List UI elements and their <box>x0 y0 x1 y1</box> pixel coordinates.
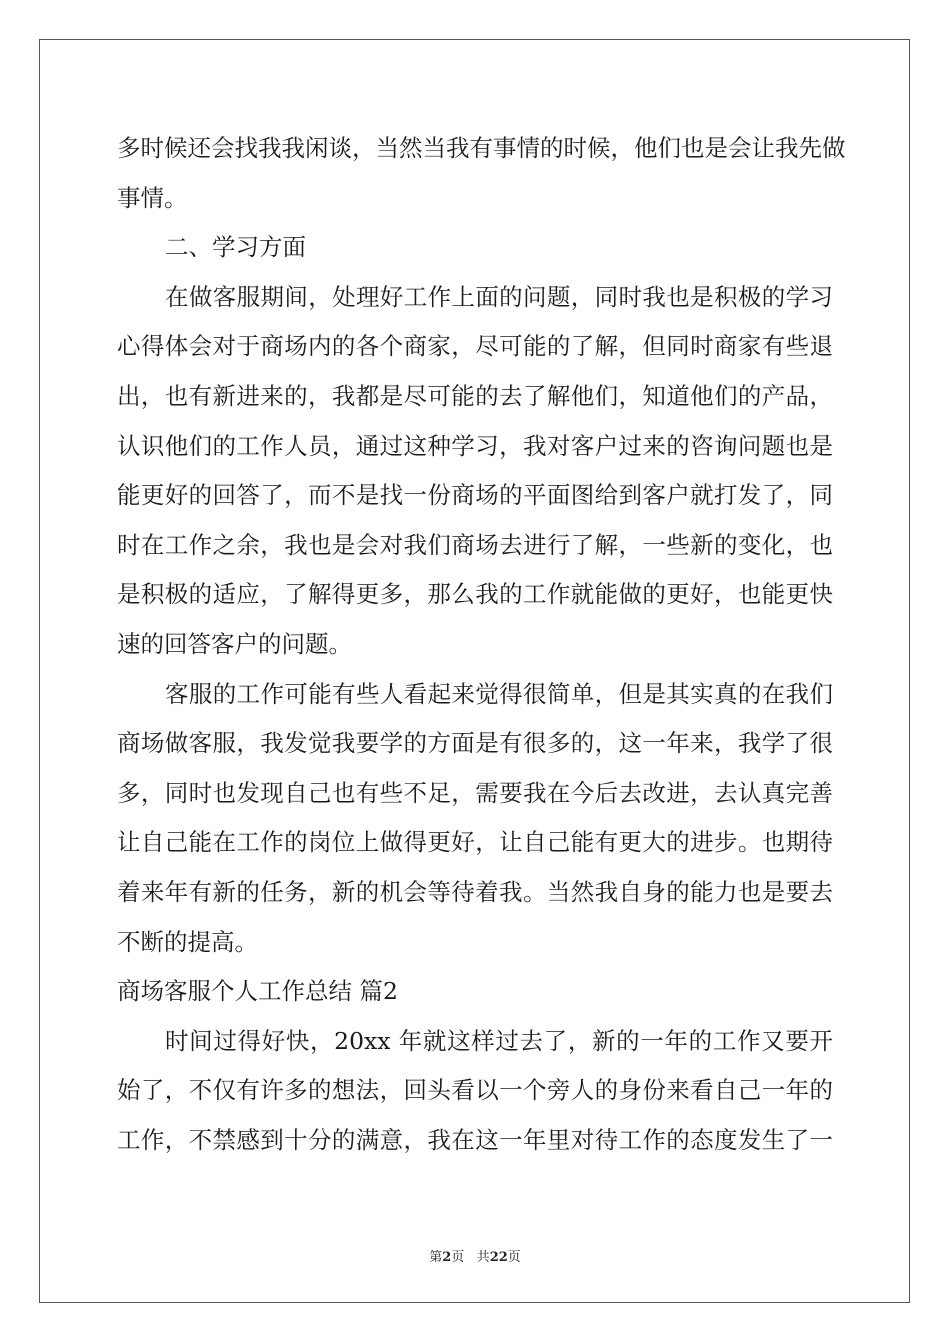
paragraph-line: 时在工作之余，我也是会对我们商场去进行了解，一些新的变化，也 <box>117 530 833 559</box>
paragraph-line: 商场做客服，我发觉我要学的方面是有很多的，这一年来，我学了很 <box>117 729 833 758</box>
paragraph-line: 多，同时也发现自己也有些不足，需要我在今后去改进，去认真完善 <box>117 778 833 807</box>
total-suffix: 页 <box>507 1250 521 1265</box>
paragraph-line: 始了，不仅有许多的想法，回头看以一个旁人的身份来看自己一年的 <box>117 1076 833 1105</box>
paragraph-line: 是积极的适应，了解得更多，那么我的工作就能做的更好，也能更快 <box>117 580 833 609</box>
page-number: 2 <box>442 1250 452 1265</box>
total-prefix: 共 <box>476 1250 490 1265</box>
paragraph-line: 心得体会对于商场内的各个商家，尽可能的了解，但同时商家有些退 <box>117 332 833 361</box>
page-footer <box>0 1246 950 1265</box>
paragraph-line: 在做客服期间，处理好工作上面的问题，同时我也是积极的学习 <box>165 282 833 311</box>
paragraph-line: 多时候还会找我我闲谈，当然当我有事情的时候，他们也是会让我先做 <box>117 134 846 162</box>
paragraph-line: 能更好的回答了，而不是找一份商场的平面图给到客户就打发了，同 <box>117 481 833 510</box>
paragraph-line: 事情。 <box>117 183 188 212</box>
paragraph-line: 时间过得好快，20xx 年就这样过去了，新的一年的工作又要开 <box>165 1026 833 1055</box>
page-suffix: 页 <box>451 1250 465 1265</box>
paragraph-line: 速的回答客户的问题。 <box>117 629 352 658</box>
paragraph-line: 认识他们的工作人员，通过这种学习，我对客户过来的咨询问题也是 <box>117 431 833 460</box>
paragraph-line: 着来年有新的任务，新的机会等待着我。当然我自身的能力也是要去 <box>117 877 833 906</box>
paragraph-line: 客服的工作可能有些人看起来觉得很简单，但是其实真的在我们 <box>165 679 833 708</box>
section-heading: 二、学习方面 <box>165 233 306 262</box>
total-pages: 22 <box>489 1250 508 1265</box>
paragraph-line: 让自己能在工作的岗位上做得更好，让自己能有更大的进步。也期待 <box>117 828 833 857</box>
document-body <box>117 124 846 1165</box>
page-prefix: 第 <box>429 1250 443 1265</box>
article-title: 商场客服个人工作总结 篇2 <box>117 977 398 1006</box>
paragraph-line: 不断的提高。 <box>117 927 258 956</box>
paragraph-line: 出，也有新进来的，我都是尽可能的去了解他们，知道他们的产品， <box>117 381 833 410</box>
paragraph-line: 工作，不禁感到十分的满意，我在这一年里对待工作的态度发生了一 <box>117 1125 833 1154</box>
